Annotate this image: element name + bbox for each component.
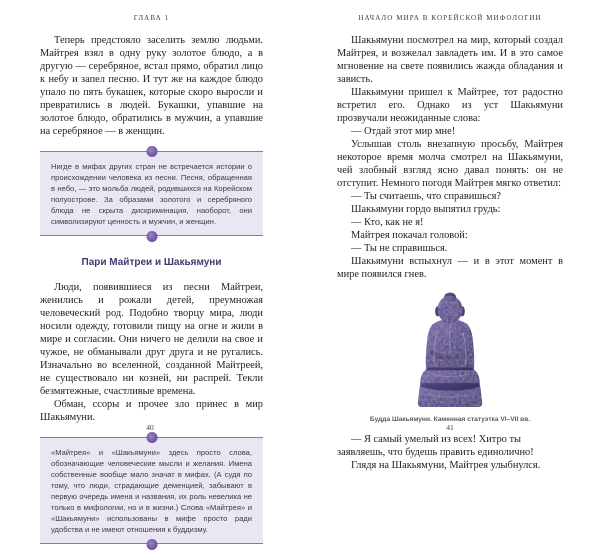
figure-caption: Будда Шакьямуни. Каменная статуэтка VI–VII вв. bbox=[369, 416, 531, 423]
ornament-circle-icon bbox=[146, 539, 157, 550]
ornament-circle-icon bbox=[146, 146, 157, 157]
right-paragraph: Шакьямуни посмотрел на мир, который создал Майтрея, и возжелал завладеть им. И в это самое мгновение на свете появились жажда обладания и зависть. bbox=[337, 35, 563, 85]
buddha-statue-image bbox=[404, 291, 496, 409]
left-paragraph-2: Люди, появившиеся из песни Майтреи, женились и рожали детей, преумножая человеческий род. Подобно творцу мира, люди носили одежду, готовили пищу на огне и жили в мире и согласии. Они ничего не делили на свое и чужое, не обманывали друг друга и не ругались. Изначально во вселенной, созданной Майтреей, не существовало ни козней, ни распрей. Текли безмятежные, счастливые времена. bbox=[40, 282, 263, 397]
dialogue-line: — Кто, как не я! bbox=[351, 217, 424, 228]
dialogue-line: Майтрея покачал головой: bbox=[351, 230, 468, 241]
right-paragraph: Шакьямуни пришел к Майтрее, тот радостно встретил его. Однако из уст Шакьямуни прозвучали неожиданные слова: bbox=[337, 87, 563, 124]
left-running-header: ГЛАВА 1 bbox=[133, 14, 170, 22]
left-paragraph-1: Теперь предстояло заселить землю людьми. Майтрея взял в одну руку золотое блюдо, а в другую — серебряное, встал прямо, обратил лицо к небу и запел песню. И тут же на каждое блюдо упало по пять букашек, которые скоро выросли и превратились в людей. Букашки, упавшие на золотое блюдо, обратились в мужчин, а упавшие на серебряное — в женщин. bbox=[40, 35, 263, 137]
note-2-text: «Майтрея» и «Шакьямуни» здесь просто слова, обозначающие человеческие мысли и желания. Имена собственные вообще мало значат в мифах. (А судя по тому, что люди, страдающие деменцией, забывают в первую очередь имена и названия, их роль невелика не только в мифологии, но и в жизни.) Слова «Майтрея» и «Шакьямуни» использованы в мифе просто ради удобства и не имеют отношения к буддизму. bbox=[51, 448, 252, 534]
page-right bbox=[300, 0, 600, 471]
dialogue-line: — Ты считаешь, что справишься? bbox=[351, 191, 502, 202]
buddha-statue-figure bbox=[337, 291, 563, 423]
right-running-header: НАЧАЛО МИРА В КОРЕЙСКОЙ МИФОЛОГИИ bbox=[358, 14, 542, 22]
left-paragraph-3: Обман, ссоры и прочее зло принес в мир Шакьямуни. bbox=[40, 399, 263, 423]
section-heading: Пари Майтреи и Шакьямуни bbox=[81, 257, 222, 268]
dialogue-line: — Ты не справишься. bbox=[351, 243, 448, 254]
page-left bbox=[0, 0, 300, 534]
right-paragraph: Глядя на Шакьямуни, Майтрея улыбнулся. bbox=[351, 460, 541, 471]
right-paragraph: Услышав столь внезапную просьбу, Майтрея некоторое время молча смотрел на Шакьямуни, чей злобный взгляд ясно давал понять: он не отступит. Немного погодя Майтрея мягко ответил: bbox=[337, 139, 563, 189]
right-paragraph: Шакьямуни вспыхнул — и в этот момент в мире появился гнев. bbox=[337, 256, 563, 280]
note-1-text: Нигде в мифах других стран не встречается истории о происхождении человека из песни. Песня, обращенная в небо, — это мольба людей, родившихся на Корейском полуострове. За образами золотого и серебряного блюда не скрыта дискриминация, наоборот, они символизируют ценность и мужчин, и женщин. bbox=[51, 162, 252, 226]
ornament-circle-icon bbox=[146, 432, 157, 443]
dialogue-line: — Я самый умелый из всех! Хитро ты заявляешь, что будешь править единолично! bbox=[337, 434, 534, 458]
page-number-left: 40 bbox=[146, 423, 154, 432]
note-box-2 bbox=[40, 437, 263, 544]
dialogue-line: — Отдай этот мир мне! bbox=[351, 126, 456, 137]
dialogue-line: Шакьямуни гордо выпятил грудь: bbox=[351, 204, 501, 215]
ornament-circle-icon bbox=[146, 231, 157, 242]
note-box-1 bbox=[40, 151, 263, 236]
page-number-right: 41 bbox=[446, 423, 454, 432]
